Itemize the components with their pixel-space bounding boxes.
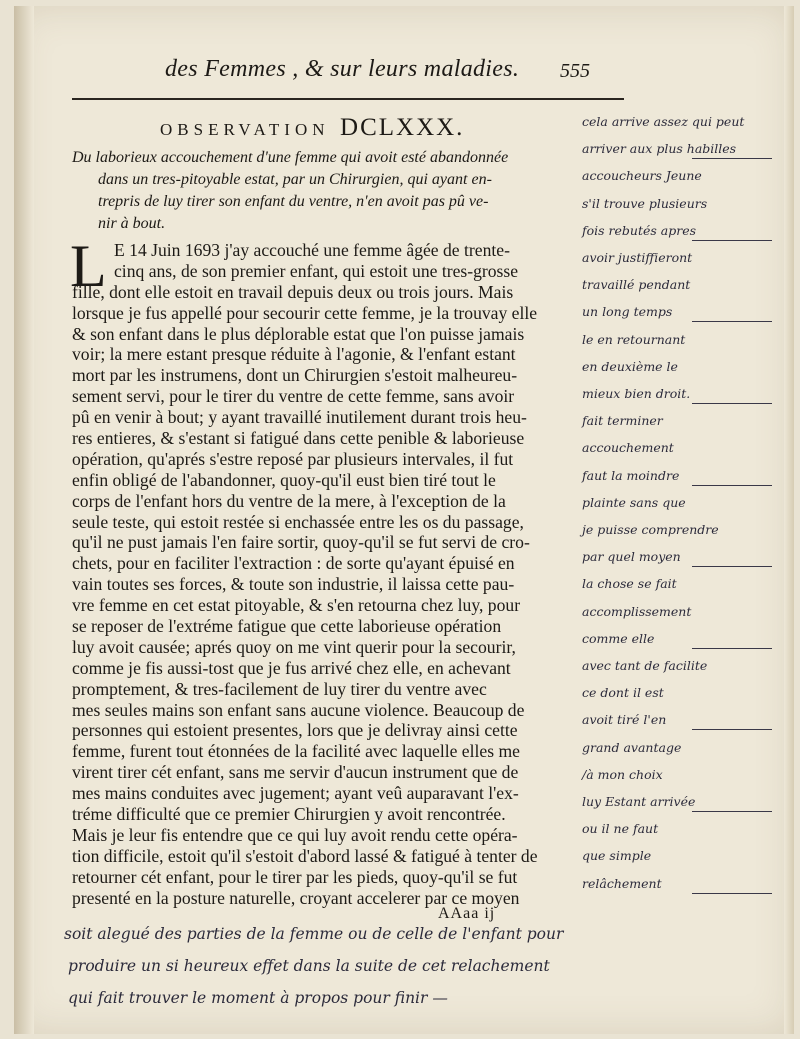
text-line: mes mains conduites avec jugement; ayant veû auparavant l'ex- [72, 783, 519, 804]
text-line: opération, qu'aprés s'estre reposé par plusieurs intervales, il fut [72, 448, 514, 469]
text-line: Mais je leur fis entendre que ce qui luy avoit rendu cette opéra- [72, 824, 518, 845]
text-line: voir; la mere estant presque réduite à l'agonie, & l'enfant estant [72, 344, 516, 365]
subtitle-line: dans un tres-pitoyable estat, par un Chirurgien, qui ayant en- [98, 171, 492, 188]
text-line: E 14 Juin 1693 j'ay accouché une femme âgée de trente- [114, 240, 510, 260]
margin-note: relâchement [582, 875, 662, 891]
text-line: enfin obligé de l'abandonner, quoy-qu'il eust bien tiré tout le [72, 469, 496, 490]
margin-note: je puisse comprendre [582, 522, 719, 537]
text-line: tréme difficulté que ce premier Chirurgien y avoit rencontrée. [72, 804, 506, 825]
header-rule [72, 98, 624, 100]
text-line: corps de l'enfant hors du ventre de la mere, à l'exception de la [72, 490, 506, 511]
body-text [72, 240, 602, 909]
margin-note: plainte sans que [582, 494, 686, 510]
margin-note: avoit tiré l'en [582, 712, 667, 728]
text-line: retourner cét enfant, pour le tirer par les pieds, quoy-qu'il se fut [72, 866, 518, 887]
ink-stroke [692, 240, 772, 241]
subtitle-line: trepris de luy tirer son enfant du ventre, n'en avoit pas pû ve- [98, 193, 489, 210]
ink-stroke [692, 158, 772, 159]
text-line: vain toutes ses forces, & toute son industrie, il laissa cette pau- [72, 574, 515, 595]
margin-note: arriver aux plus habilles [582, 141, 737, 157]
text-line: luy avoit causée; aprés quoy on me vint querir pour la secourir, [72, 636, 516, 657]
observation-subtitle [72, 147, 602, 235]
foot-note: produire un si heureux effet dans la suite de cet relachement [68, 957, 550, 975]
margin-note: par quel moyen [582, 549, 681, 565]
margin-note: fois rebutés apres [582, 222, 697, 238]
text-line: seule teste, qui estoit restée si enchassée entre les os du passage, [72, 511, 524, 532]
foot-note: soit alegué des parties de la femme ou de celle de l'enfant pour [64, 925, 564, 943]
margin-note: fait terminer [582, 413, 663, 429]
text-line: fille, dont elle estoit en travail depuis deux ou trois jours. Mais [72, 281, 514, 302]
margin-note: la chose se fait [582, 576, 677, 592]
text-line: chets, pour en faciliter l'extraction : de sorte qu'ayant épuisé en [72, 553, 515, 574]
ink-stroke [692, 811, 772, 812]
text-line: virent tirer cét enfant, sans me servir d'aucun instrument que de [72, 762, 519, 783]
margin-note: le en retournant [582, 331, 686, 347]
text-line: cinq ans, de son premier enfant, qui estoit une tres-grosse [114, 260, 519, 281]
margin-note: comme elle [582, 630, 655, 646]
margin-note: grand avantage [582, 739, 682, 755]
margin-note: mieux bien droit. [582, 386, 691, 401]
text-line: sement servi, pour le tirer du ventre de cette femme, sans avoir [72, 386, 515, 407]
ink-stroke [692, 403, 772, 404]
subtitle-line: nir à bout. [98, 215, 166, 232]
text-line: vre femme en cet estat pitoyable, & s'en retourna chez luy, pour [72, 595, 521, 616]
text-line: presenté en la posture naturelle, croyant accelerer par ce moyen [72, 887, 520, 908]
observation-number: DCLXXX. [340, 114, 465, 141]
page-edge-shadow [784, 6, 794, 1034]
running-head: des Femmes , & sur leurs maladies. [165, 56, 520, 82]
text-line: comme je fis aussi-tost que je fus arrivé chez elle, en achevant [72, 657, 511, 678]
margin-note: luy Estant arrivée [582, 794, 696, 809]
drop-cap: L [70, 233, 107, 299]
text-line: res entieres, & s'estant si fatigué dans cette penible & laborieuse [72, 428, 525, 449]
observation-label: OBSERVATION [160, 120, 330, 139]
margin-note: /à mon choix [582, 766, 663, 782]
margin-note: un long temps [582, 304, 673, 320]
margin-note: que simple [582, 848, 652, 864]
text-line: qu'il ne pust jamais l'en faire sortir, quoy-qu'il se fut servi de cro- [72, 532, 530, 553]
text-line: tion difficile, estoit qu'il s'estoit d'abord lassé & fatigué à tenter de [72, 845, 538, 866]
margin-note: faut la moindre [582, 467, 680, 483]
subtitle-line: Du laborieux accouchement d'une femme qui avoit esté abandonnée [72, 149, 509, 166]
margin-note: en deuxième le [582, 358, 678, 374]
text-line: se reposer de l'extréme fatigue que cette laborieuse opération [72, 616, 502, 637]
ink-stroke [692, 321, 772, 322]
text-line: femme, furent tout étonnées de la facilité avec laquelle elles me [72, 741, 520, 762]
text-line: pû en venir à bout; y ayant travaillé inutilement durant trois heu- [72, 407, 527, 428]
page-spine-shadow [14, 6, 34, 1034]
signature-mark: AAaa ij [438, 905, 496, 922]
ink-stroke [692, 648, 772, 649]
text-line: promptement, & tres-facilement de luy tirer du ventre avec [72, 678, 487, 699]
ink-stroke [692, 566, 772, 567]
page-number: 555 [560, 60, 590, 82]
ink-stroke [692, 893, 772, 894]
margin-note: avec tant de facilite [582, 658, 708, 673]
margin-note: travaillé pendant [582, 277, 691, 293]
text-line: personnes qui estoient presentes, lors que je delivray ainsi cette [72, 720, 518, 741]
text-line: mes seules mains son enfant sans aucune violence. Beaucoup de [72, 699, 525, 720]
margin-note: s'il trouve plusieurs [582, 195, 708, 211]
text-line: mort par les instrumens, dont un Chirurgien s'estoit malheureu- [72, 365, 518, 386]
margin-note: cela arrive assez qui peut [582, 114, 745, 129]
margin-note: ou il ne faut [582, 821, 659, 837]
margin-note: avoir justiffieront [582, 250, 693, 265]
observation-heading [160, 114, 464, 142]
ink-stroke [692, 485, 772, 486]
margin-note: accoucheurs Jeune [582, 168, 702, 184]
text-line: & son enfant dans le plus déplorable estat que l'on puisse jamais [72, 323, 525, 344]
foot-note: qui fait trouver le moment à propos pour finir — [68, 989, 448, 1007]
margin-note: accomplissement [582, 603, 692, 619]
text-line: lorsque je fus appellé pour secourir cette femme, je la trouvay elle [72, 302, 538, 323]
margin-note: accouchement [582, 440, 674, 456]
ink-stroke [692, 729, 772, 730]
margin-note: ce dont il est [582, 685, 664, 701]
